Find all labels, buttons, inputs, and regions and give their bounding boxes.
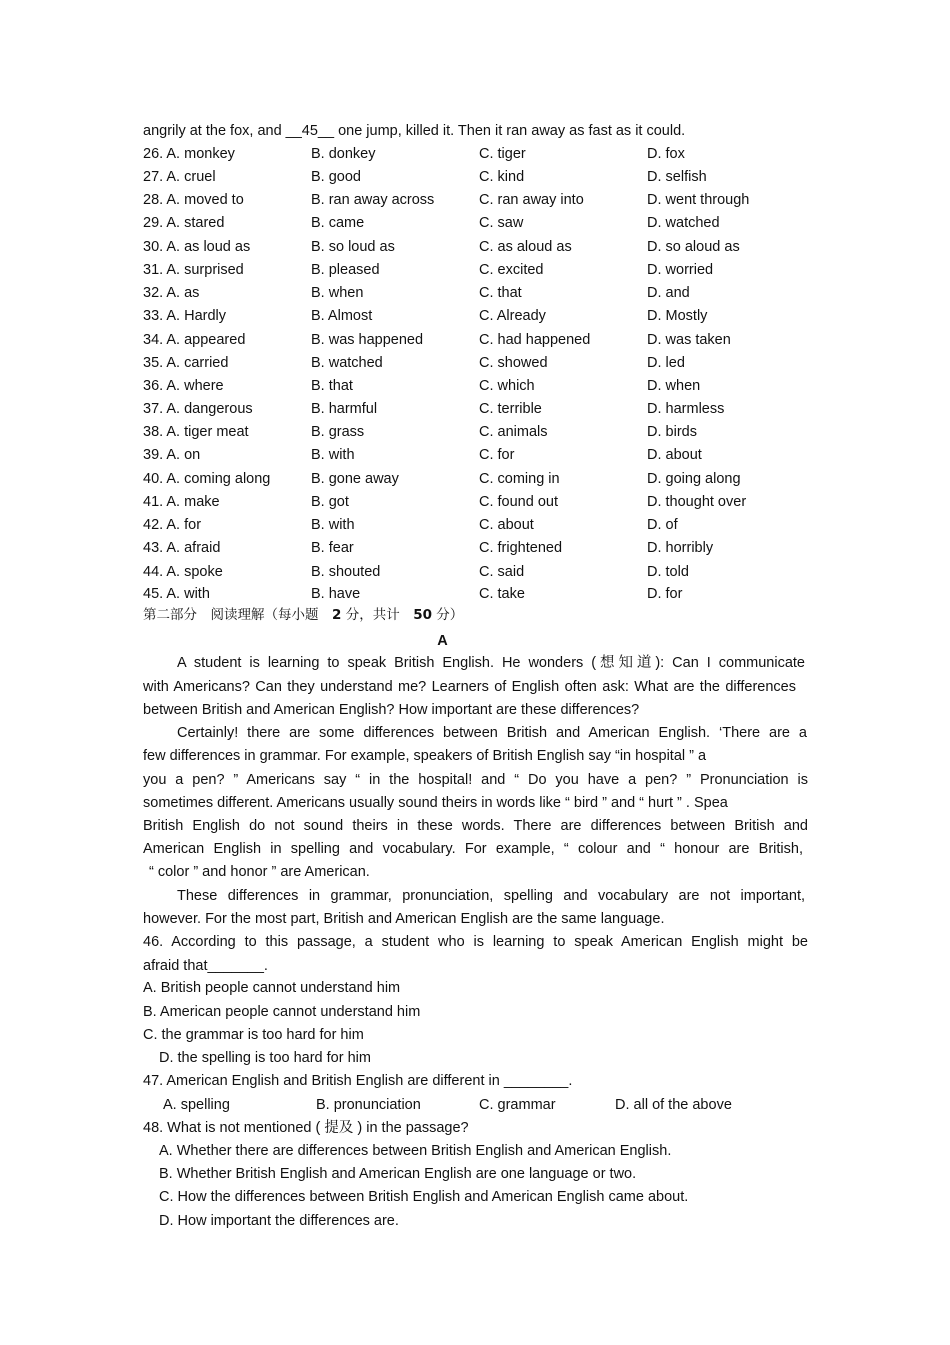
cloze-row: 35. A. carried B. watched C. showed D. led xyxy=(143,355,685,371)
cloze-row: 26. A. monkey B. donkey C. tiger D. fox xyxy=(143,146,685,162)
passage-title: A xyxy=(437,633,448,649)
cloze-row: 30. A. as loud as B. so loud as C. as aloud as D. so aloud as xyxy=(143,239,740,255)
answer-option: C. grammar xyxy=(479,1097,556,1113)
cloze-row: 43. A. afraid B. fear C. frightened D. horribly xyxy=(143,540,714,556)
answer-option: A. spelling xyxy=(163,1097,230,1113)
passage-line: A student is learning to speak British English. He wonders (想知道): Can I communicate xyxy=(177,655,805,671)
cloze-row: 29. A. stared B. came C. saw D. watched xyxy=(143,215,720,231)
passage-line: sometimes different. Americans usually sound theirs in words like “ bird ” and “ hurt ” . Spea xyxy=(143,795,728,811)
cloze-row: 42. A. for B. with C. about D. of xyxy=(143,517,678,533)
answer-option: B. pronunciation xyxy=(316,1097,421,1113)
passage-line: few differences in grammar. For example, speakers of British English say “in hospital ” a xyxy=(143,748,707,764)
answer-option: B. Whether British English and American English are one language or two. xyxy=(159,1166,637,1182)
answer-option: A. British people cannot understand him xyxy=(143,980,401,996)
passage-line: American English in spelling and vocabulary. For example, “ colour and “ honour are British, xyxy=(143,841,803,857)
question-stem: 46. According to this passage, a student who is learning to speak American English might be xyxy=(143,934,808,950)
cloze-row: 41. A. make B. got C. found out D. thought over xyxy=(143,494,747,510)
cloze-row: 44. A. spoke B. shouted C. said D. told xyxy=(143,564,689,580)
cloze-row: 31. A. surprised B. pleased C. excited D. worried xyxy=(143,262,714,278)
passage-line: These differences in grammar, pronunciation, spelling and vocabulary are not important, xyxy=(177,888,805,904)
question-stem: 48. What is not mentioned ( 提及 ) in the passage? xyxy=(143,1120,469,1136)
cloze-row: 37. A. dangerous B. harmful C. terrible D. harmless xyxy=(143,401,725,417)
answer-option: D. all of the above xyxy=(615,1097,732,1113)
cloze-row: 33. A. Hardly B. Almost C. Already D. Mostly xyxy=(143,308,708,324)
cloze-row: 28. A. moved to B. ran away across C. ran away into D. went through xyxy=(143,192,750,208)
section-heading: 第二部分 阅读理解（每小题 2 分，共计 50 分） xyxy=(143,607,464,623)
passage-line: British English do not sound theirs in these words. There are differences between British and xyxy=(143,818,808,834)
cloze-row: 38. A. tiger meat B. grass C. animals D. birds xyxy=(143,424,697,440)
passage-line: Certainly! there are some differences between British and American English. ‘There are a xyxy=(177,725,807,741)
passage-line: you a pen? ” Americans say “ in the hospital! and “ Do you have a pen? ” Pronunciation is xyxy=(143,772,808,788)
cloze-row: 40. A. coming along B. gone away C. coming in D. going along xyxy=(143,471,741,487)
passage-line: however. For the most part, British and American English are the same language. xyxy=(143,911,665,927)
cloze-row: 34. A. appeared B. was happened C. had happened D. was taken xyxy=(143,332,731,348)
passage-continuation: angrily at the fox, and __45__ one jump, killed it. Then it ran away as fast as it could. xyxy=(143,123,686,139)
cloze-row: 45. A. with B. have C. take D. for xyxy=(143,586,683,602)
question-stem: afraid that_______. xyxy=(143,958,268,974)
answer-option: D. How important the differences are. xyxy=(159,1213,399,1229)
answer-option: C. the grammar is too hard for him xyxy=(143,1027,364,1043)
passage-line: with Americans? Can they understand me? Learners of English often ask: What are the differences xyxy=(143,679,796,695)
answer-options-row xyxy=(0,1095,950,1115)
question-stem: 47. American English and British English are different in ________. xyxy=(143,1073,573,1089)
answer-option: C. How the differences between British English and American English came about. xyxy=(159,1189,689,1205)
passage-line: between British and American English? How important are these differences? xyxy=(143,702,640,718)
answer-option: A. Whether there are differences between British English and American English. xyxy=(159,1143,672,1159)
answer-option: D. the spelling is too hard for him xyxy=(159,1050,371,1066)
answer-option: B. American people cannot understand him xyxy=(143,1004,421,1020)
cloze-row: 27. A. cruel B. good C. kind D. selfish xyxy=(143,169,707,185)
passage-line: “ color ” and honor ” are American. xyxy=(149,864,370,880)
cloze-row: 39. A. on B. with C. for D. about xyxy=(143,447,702,463)
cloze-row: 36. A. where B. that C. which D. when xyxy=(143,378,701,394)
cloze-row: 32. A. as B. when C. that D. and xyxy=(143,285,690,301)
